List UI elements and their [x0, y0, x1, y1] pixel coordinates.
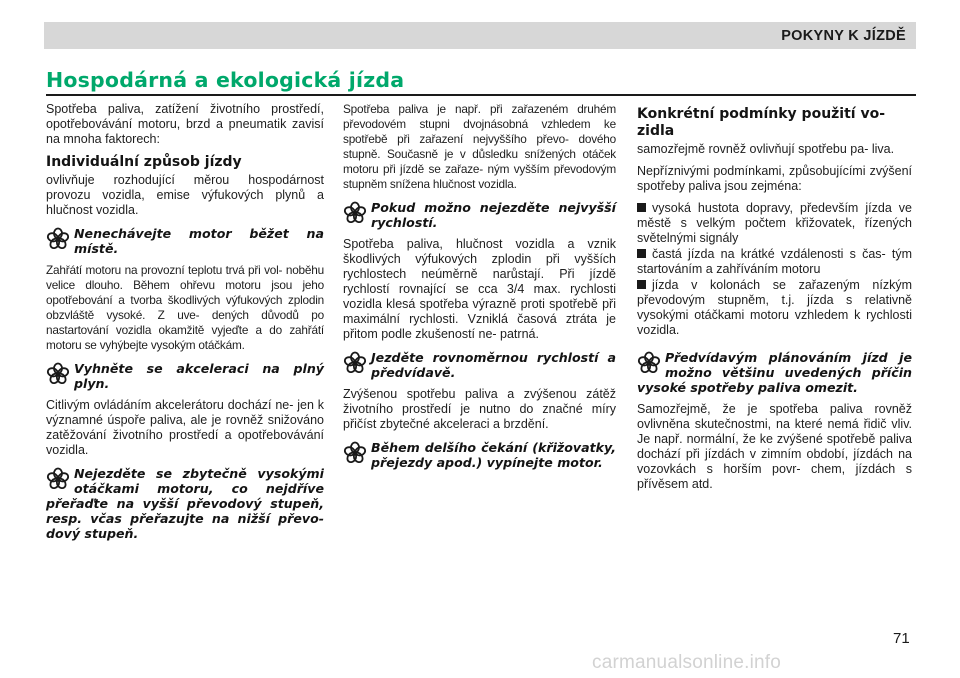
tip-high-rpm [46, 466, 324, 541]
bullet-square-icon [637, 249, 646, 258]
eco-leaf-icon [637, 351, 661, 375]
eco-leaf-icon [46, 362, 70, 386]
paragraph: Zahřátí motoru na provozní teplotu trvá při vol- noběhu velice dlouho. Během ohřevu motoru jsou jeho opotřebování a tvorba škodlivých výfukových zplodin obzvláště vysoké. Z uve- dených důvodů po nastartování vozidla okamžitě vyjeďte a do zahřátí motoru se vyhýbejte vysokým otáčkám. [46, 263, 324, 352]
paragraph: Zvýšenou spotřebu paliva a zvýšenou zátěž životního prostředí je nutno do značné míry přičíst zbytečné akceleraci a brzdění. [343, 387, 616, 431]
tip-text: Jezděte rovnoměrnou rychlostí a předvídavě. [371, 350, 616, 380]
paragraph: Nepříznivými podmínkami, způsobujícími zvýšení spotřeby paliva jsou zejména: [637, 164, 912, 193]
tip-steady-speed [343, 350, 616, 380]
header-title: POKYNY K JÍZDĚ [781, 27, 906, 44]
list-item: vysoká hustota dopravy, především jízda ve městě s velkým počtem křižovatek, řízených světelnými signály [637, 201, 912, 245]
page-header [44, 22, 916, 49]
eco-leaf-icon [343, 441, 367, 465]
column-1 [46, 102, 324, 548]
paragraph: ovlivňuje rozhodující měrou hospodárnost provozu vozidla, emise výfukových plynů a hlučnost vozidla. [46, 173, 324, 217]
tip-text: Nejezděte se zbytečně vysokými otáčkami motoru, co nejdříve přeřaďte na vyšší převodový stupeň, resp. včas přeřazujte na nižší převo- dový stupeň. [46, 466, 324, 541]
tip-text: Nenechávejte motor běžet na místě. [74, 226, 324, 256]
eco-leaf-icon [46, 227, 70, 251]
heading-usage-conditions: Konkrétní podmínky použití vo- zidla [637, 106, 886, 139]
tip-full-throttle [46, 361, 324, 391]
tip-idle-engine [46, 226, 324, 256]
tip-text: Vyhněte se akceleraci na plný plyn. [74, 361, 324, 391]
tip-switch-off-engine [343, 440, 616, 470]
watermark: carmanualsonline.info [592, 652, 782, 673]
page-number: 71 [893, 630, 910, 647]
bullet-square-icon [637, 203, 646, 212]
tip-text: Během delšího čekání (křižovatky, přejezdy apod.) vypínejte motor. [371, 440, 616, 470]
list-item: častá jízda na krátké vzdálenosti s čas- tým startováním a zahříváním motoru [637, 247, 912, 276]
paragraph: Spotřeba paliva je např. při zařazeném druhém převodovém stupni dvojnásobná vzhledem ke spotřebě při zařazení nejvyššího převo- dového stupně. Současně je v důsledku snížených otáček motoru při jízdě se zařaze- ným vyšším převodovým stupněm snížena hlučnost vozidla. [343, 102, 616, 191]
paragraph: Samozřejmě, že je spotřeba paliva rovněž ovlivněna skutečnostmi, na které nemá řidič vliv. Je např. normální, že ke zvýšené spotřebě paliva dochází při jízdách v zimním období, jízdách na vozovkách s horším povr- chem, jízdách s přívěsem atd. [637, 402, 912, 491]
eco-leaf-icon [343, 201, 367, 225]
bullet-square-icon [637, 280, 646, 289]
column-3 [637, 102, 912, 499]
paragraph: Citlivým ovládáním akcelerátoru dochází ne- jen k významné úspoře paliva, ale je rovněž snižováno zatěžování životního prostředí a opotřebovávání vozidla. [46, 398, 324, 457]
column-2 [343, 102, 616, 477]
tip-planning [637, 350, 912, 395]
paragraph: Spotřeba paliva, hlučnost vozidla a vznik škodlivých výfukových zplodin při vyšších rychlostech neúměrně narůstají. Při jízdě rychlostí rovnající se cca 3/4 max. rychlosti vozidla klesá spotřeba výrazně proti spotřebě při maximální rychlosti. Vzniklá časová ztráta je přitom podle zkušeností ne- patrná. [343, 237, 616, 341]
heading-individual-driving: Individuální způsob jízdy [46, 154, 242, 170]
tip-max-speed [343, 200, 616, 230]
eco-leaf-icon [343, 351, 367, 375]
section-title: Hospodárná a ekologická jízda [46, 68, 405, 92]
intro-paragraph: Spotřeba paliva, zatížení životního prostředí, opotřebovávání motoru, brzd a pneumatik zavisí na mnoha faktorech: [46, 102, 324, 146]
eco-leaf-icon [46, 467, 70, 491]
paragraph: samozřejmě rovněž ovlivňují spotřebu pa- liva. [637, 142, 895, 156]
title-divider [46, 94, 916, 96]
tip-text: Předvídavým plánováním jízd je možno většinu uvedených příčin vysoké spotřeby paliva omezit. [637, 350, 912, 395]
list-item: jízda v kolonách se zařazeným nízkým převodovým stupněm, t.j. jízda s relativně vysokými otáčkami motoru vzhledem k rychlosti vozidla. [637, 278, 912, 337]
tip-text: Pokud možno nejezděte nejvyšší rychlostí. [371, 200, 616, 230]
